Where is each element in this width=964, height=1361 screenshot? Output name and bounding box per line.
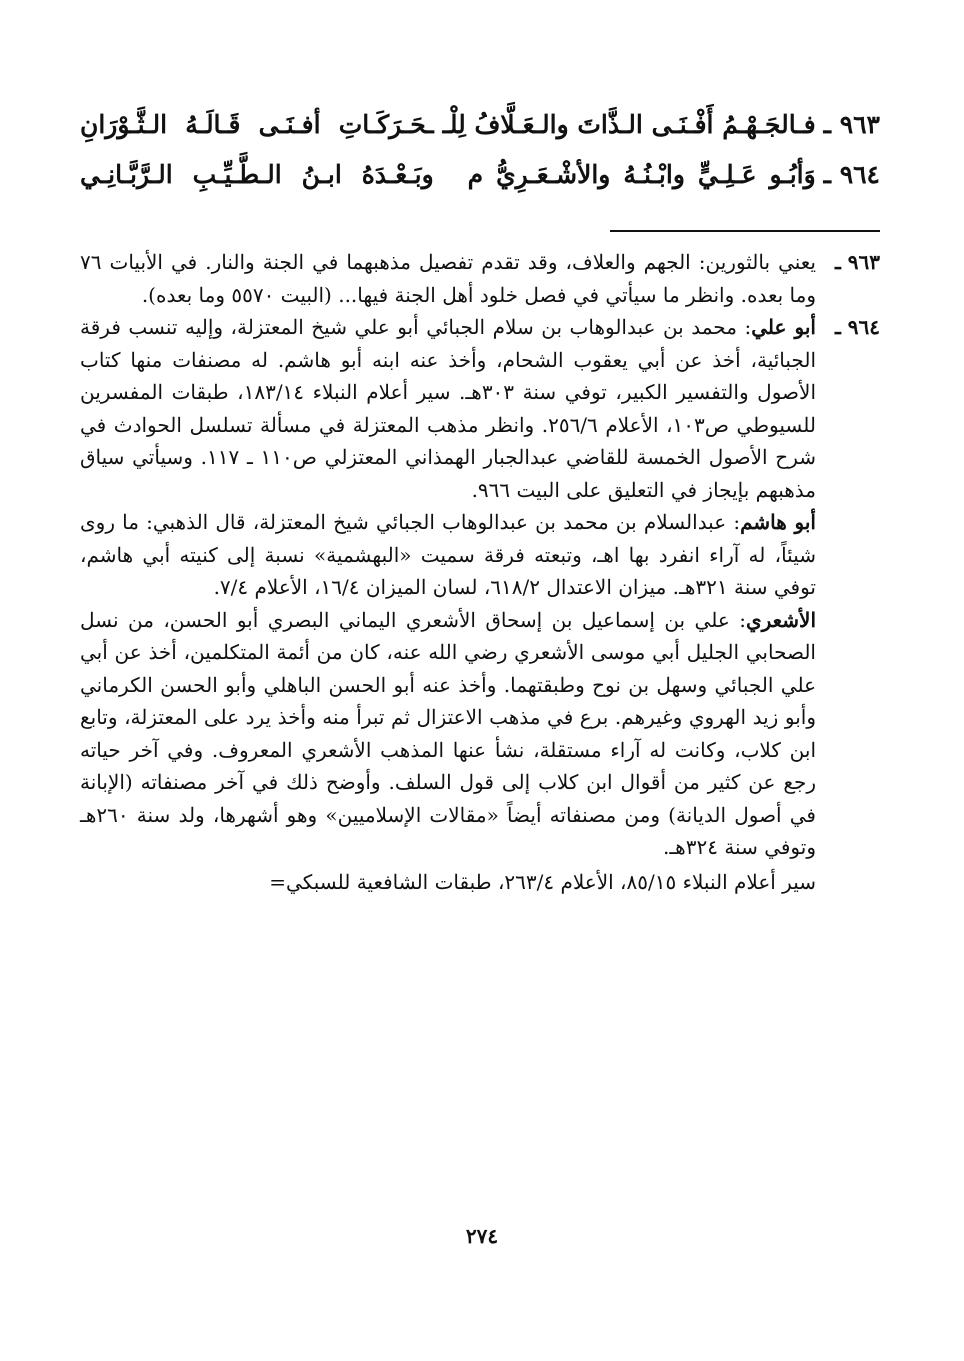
entry-text: : عبدالسلام بن محمد بن عبدالوهاب الجبائي شيخ المعتزلة، قال الذهبي: ما روى شيئاً، له آراء انفرد بها اهـ، وتبعته فرقة سميت «البهشمية» نسبة إلى كنيته أبي هاشم، توفي سنة ٣٢١هـ. ميزان الاعتدال ٦١٨/٢، لسان الميزان ١٦/٤، الأعلام ٧/٤. <box>80 510 816 599</box>
verse-964 <box>80 150 880 200</box>
entry-text: : علي بن إسماعيل بن إسحاق الأشعري اليماني البصري أبو الحسن، من نسل الصحابي الجليل أبي موسى الأشعري رضي الله عنه، كان من أئمة المتكلمين، أخذ عن أبي علي الجبائي وسهل بن نوح وطبقتهما. وأخذ عنه أبو الحسن الباهلي وأبو الحسن الكرماني وأبو زيد الهروي وغيرهم. برع في مذهب الاعتزال ثم تبرأ منه وأخذ يرد على المعتزلة، وتابع ابن كلاب، وكانت له آراء مستقلة، نشأ عنها المذهب الأشعري المعروف. وفي آخر حياته رجع عن كثير من أقوال ابن كلاب إلى قول السلف. وأوضح ذلك في آخر مصنفاته (الإبانة في أصول الديانة) ومن مصنفاته أيضاً «مقالات الإسلاميين» وهو أشهرها، ولد سنة ٢٦٠هـ وتوفي سنة ٣٢٤هـ. <box>80 607 816 859</box>
verse-963 <box>80 100 880 150</box>
verse-hemistich-first: وَأبُـو عَـلِـيٍّ وابْـنُـهُ والأشْـعَـرِيُّ م <box>467 160 816 189</box>
verse-number: ٩٦٣ ـ <box>823 110 880 139</box>
entry-abu-ali <box>80 311 816 506</box>
entry-label: أبو هاشم <box>740 510 816 534</box>
entry-label: أبو علي <box>751 315 816 339</box>
page-number: ٢٧٤ <box>465 1224 499 1248</box>
footnote-number: ٩٦٣ ـ <box>834 250 880 274</box>
footnote-number: ٩٦٤ ـ <box>834 315 880 339</box>
footnote-text: يعني بالثورين: الجهم والعلاف، وقد تقدم تفصيل مذهبهما في الجنة والنار. في الأبيات ٧٦ وما بعده. وانظر ما سيأتي في فصل خلود أهل الجنة فيها... (البيت ٥٥٧٠ وما بعده). <box>80 250 816 307</box>
entry-abu-hashim <box>80 506 816 604</box>
verse-number: ٩٦٤ ـ <box>823 160 880 189</box>
entry-label: الأشعري <box>745 607 816 632</box>
entry-ashari <box>80 604 816 864</box>
footnote-963 <box>80 246 880 311</box>
entry-text: : محمد بن عبدالوهاب بن سلام الجبائي أبو علي شيخ المعتزلة، وإليه تنسب فرقة الجبائية، أخذ عن أبي يعقوب الشحام، وأخذ عنه ابنه أبو هاشم. له مصنفات منها كتاب الأصول والتفسير الكبير، توفي سنة ٣٠٣هـ. سير أعلام النبلاء ١٨٣/١٤، طبقات المفسرين للسيوطي ص١٠٣، الأعلام ٢٥٦/٦. وانظر مذهب المعتزلة في مسألة تسلسل الحوادث في شرح الأصول الخمسة للقاضي عبدالجبار الهمذاني المعتزلي ص١١٠ ـ ١١٧. وسيأتي سياق مذهبهم بإيجاز في التعليق على البيت ٩٦٦. <box>80 315 816 502</box>
verse-hemistich-second: ـحَـرَكَـاتِ أفـنَـى قَـالَـهُ الـثَّـوْرَانِ <box>80 110 434 139</box>
page-content <box>80 100 880 898</box>
footnote-964 <box>80 311 880 898</box>
references-line: سير أعلام النبلاء ٨٥/١٥، الأعلام ٢٦٣/٤، طبقات الشافعية للسبكي= <box>269 869 816 894</box>
verse-hemistich-first: فـالجَـهْـمُ أَفْـنَـى الـذَّاتَ والـعَـلَّافُ لِلْـ <box>442 110 816 139</box>
verse-hemistich-second: وبَـعْـدَهُ ابـنُ الـطَّـيِّـبِ الـرَّبَّـانِـي <box>80 160 434 189</box>
footnote-separator <box>610 230 880 232</box>
